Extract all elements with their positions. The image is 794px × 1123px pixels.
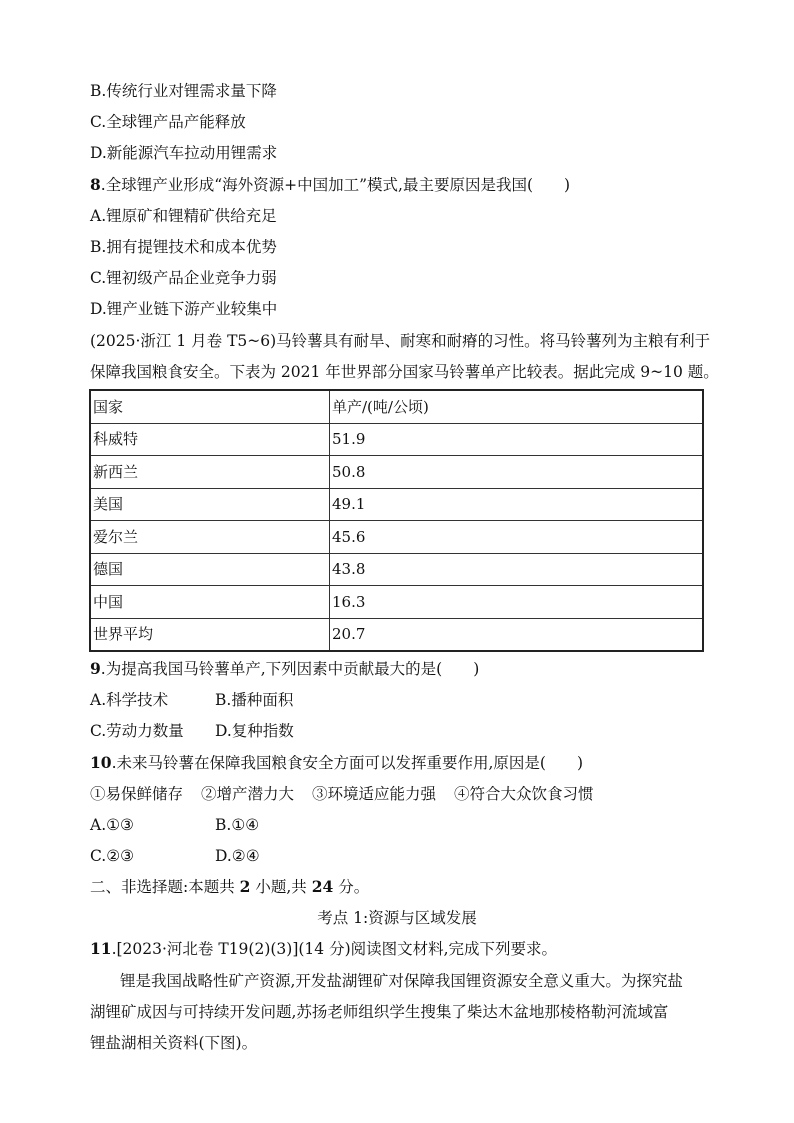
- question-9-options-row-1: [90, 690, 293, 710]
- table-row: [90, 456, 703, 489]
- question-number: 9: [90, 659, 101, 678]
- section-question-count: 2: [239, 877, 251, 896]
- table-cell: 科威特: [90, 423, 330, 456]
- table-row: [90, 521, 703, 554]
- section-heading: [90, 877, 369, 897]
- section-total-score: 24: [311, 877, 334, 896]
- question-10-option-d: D.②④: [215, 847, 260, 865]
- topic-heading: 考点 1:资源与区域发展: [317, 909, 477, 927]
- intro-line-2: 保障我国粮食安全。下表为 2021 年世界部分国家马铃薯单产比较表。据此完成 9~10 题。: [90, 363, 719, 381]
- question-9-stem: [90, 659, 479, 679]
- table-cell: 新西兰: [90, 456, 330, 489]
- table-cell: 16.3: [330, 586, 704, 619]
- question-10-items: [90, 784, 594, 804]
- question-8-stem: [90, 175, 570, 195]
- table-cell: 50.8: [330, 456, 704, 489]
- question-9-option-b: B.播种面积: [215, 691, 294, 709]
- question-10-options-row-1: [90, 815, 259, 835]
- question-10-item: ③环境适应能力强: [312, 785, 437, 803]
- table-header-row: [90, 390, 703, 423]
- question-11-paragraph-line: 湖锂矿成因与可持续开发问题,苏扬老师组织学生搜集了柴达木盆地那棱格勒河流域富: [90, 1003, 669, 1021]
- question-9-options-row-2: [90, 721, 294, 741]
- question-10-options-row-2: [90, 846, 260, 866]
- table-cell: 49.1: [330, 488, 704, 521]
- question-10-item: ④符合大众饮食习惯: [454, 785, 594, 803]
- section-heading-text: 分。: [333, 878, 370, 896]
- table-row: [90, 553, 703, 586]
- question-9-option-c: C.劳动力数量: [90, 722, 184, 740]
- potato-yield-table: [89, 389, 704, 652]
- question-text: .全球锂产业形成“海外资源+中国加工”模式,最主要原因是我国( ): [100, 176, 571, 194]
- question-number: 8: [90, 175, 101, 194]
- table-cell: 20.7: [330, 618, 704, 651]
- question-11-paragraph-line: 锂盐湖相关资料(下图)。: [90, 1034, 258, 1052]
- table-row: [90, 488, 703, 521]
- question-8-option-c: C.锂初级产品企业竞争力弱: [90, 269, 277, 287]
- table-header-cell: 单产/(吨/公顷): [330, 390, 704, 423]
- question-number: 11: [90, 939, 112, 958]
- question-10-option-b: B.①④: [215, 816, 260, 834]
- question-10-option-a: A.①③: [90, 816, 134, 834]
- question-number: 10: [90, 753, 112, 772]
- question-10-option-c: C.②③: [90, 847, 135, 865]
- question-8-option-a: A.锂原矿和锂精矿供给充足: [90, 207, 277, 225]
- option-line: B.传统行业对锂需求量下降: [90, 82, 277, 100]
- question-9-option-a: A.科学技术: [90, 691, 169, 709]
- question-10-item: ②增产潜力大: [201, 785, 295, 803]
- table-header-cell: 国家: [90, 390, 330, 423]
- question-8-option-b: B.拥有提锂技术和成本优势: [90, 238, 277, 256]
- option-line: D.新能源汽车拉动用锂需求: [90, 144, 278, 162]
- question-10-item: ①易保鲜储存: [90, 785, 184, 803]
- table-cell: 43.8: [330, 553, 704, 586]
- table-cell: 世界平均: [90, 618, 330, 651]
- table-cell: 45.6: [330, 521, 704, 554]
- table-cell: 德国: [90, 553, 330, 586]
- table-row: [90, 618, 703, 651]
- question-11-stem: [90, 939, 557, 959]
- question-11-paragraph-line: 锂是我国战略性矿产资源,开发盐湖锂矿对保障我国锂资源安全意义重大。为探究盐: [120, 972, 683, 990]
- table-row: [90, 423, 703, 456]
- question-text: .为提高我国马铃薯单产,下列因素中贡献最大的是( ): [100, 660, 480, 678]
- question-10-stem: [90, 753, 583, 773]
- section-heading-text: 小题,共: [250, 878, 312, 896]
- table-row: [90, 586, 703, 619]
- table-cell: 美国: [90, 488, 330, 521]
- table-cell: 爱尔兰: [90, 521, 330, 554]
- option-line: C.全球锂产品产能释放: [90, 113, 246, 131]
- intro-line-1: (2025·浙江 1 月卷 T5~6)马铃薯具有耐旱、耐寒和耐瘠的习性。将马铃薯列为主粮有利于: [90, 332, 711, 350]
- question-8-option-d: D.锂产业链下游产业较集中: [90, 300, 278, 318]
- table-cell: 中国: [90, 586, 330, 619]
- section-heading-text: 二、非选择题:本题共: [90, 878, 240, 896]
- table-cell: 51.9: [330, 423, 704, 456]
- question-9-option-d: D.复种指数: [215, 722, 294, 740]
- question-text: .[2023·河北卷 T19(2)(3)](14 分)阅读图文材料,完成下列要求。: [111, 940, 558, 958]
- question-text: .未来马铃薯在保障我国粮食安全方面可以发挥重要作用,原因是( ): [111, 754, 584, 772]
